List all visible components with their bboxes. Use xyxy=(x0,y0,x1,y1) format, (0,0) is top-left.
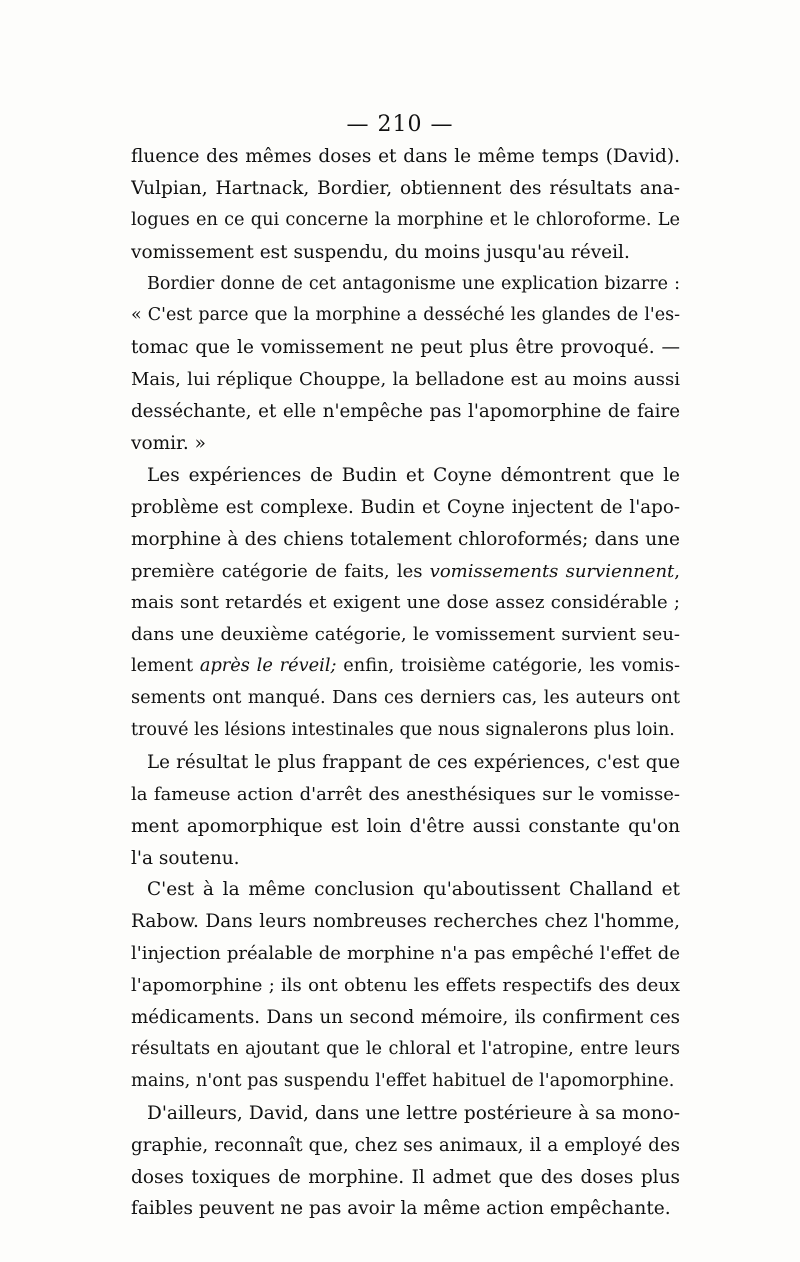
text-segment: lement xyxy=(131,656,200,677)
text-segment: tomac que le vomissement ne peut plus être provoqué. — xyxy=(131,337,680,359)
text-segment: mais sont retardés et exigent une dose assez considérable ; xyxy=(131,592,680,614)
text-line xyxy=(131,460,680,492)
text-line xyxy=(131,938,680,970)
text-line xyxy=(131,843,680,875)
text-segment: médicaments. Dans un second mémoire, ils confirment ces xyxy=(131,1007,680,1029)
text-segment: ment apomorphique est loin d'être aussi constante qu'on xyxy=(131,815,680,837)
text-segment: vomir. » xyxy=(131,433,206,455)
text-segment: fluence des mêmes doses et dans le même temps (David). xyxy=(131,146,680,167)
text-line xyxy=(131,651,680,683)
text-line xyxy=(131,300,680,332)
text-line xyxy=(131,906,680,938)
text-segment: C'est à la même conclusion qu'aboutissent Challand et xyxy=(147,879,680,901)
text-segment: enfin, troisième catégorie, les vomis- xyxy=(336,656,680,677)
text-segment: mains, n'ont pas suspendu l'effet habituel de l'apomorphine. xyxy=(131,1070,675,1091)
text-line xyxy=(131,205,680,237)
text-segment: trouvé les lésions intestinales que nous signalerons plus loin. xyxy=(131,720,675,741)
text-segment: vomissement est suspendu, du moins jusqu'au réveil. xyxy=(131,241,630,263)
italic-text: après le réveil; xyxy=(199,656,337,677)
text-segment: résultats en ajoutant que le chloral et l'atropine, entre leurs xyxy=(131,1038,680,1059)
italic-text: vomissements surviennent xyxy=(429,560,675,582)
text-segment: Les expériences de Budin et Coyne démontrent que le xyxy=(147,464,680,486)
text-line xyxy=(131,556,680,588)
text-line xyxy=(131,747,680,779)
text-line xyxy=(131,779,680,811)
body-text xyxy=(131,141,680,1225)
text-segment: Rabow. Dans leurs nombreuses recherches chez l'homme, xyxy=(131,911,680,933)
text-segment: , xyxy=(674,560,680,582)
text-segment: Vulpian, Hartnack, Bordier, obtiennent des résultats ana- xyxy=(131,177,680,199)
text-segment: sements ont manqué. Dans ces derniers cas, les auteurs ont xyxy=(131,688,680,709)
text-line xyxy=(131,492,680,524)
text-segment: l'injection préalable de morphine n'a pas empêché l'effet de xyxy=(131,943,680,965)
text-line xyxy=(131,715,680,747)
text-segment: D'ailleurs, David, dans une lettre postérieure à sa mono- xyxy=(147,1102,680,1124)
text-line xyxy=(131,587,680,619)
text-line xyxy=(131,269,680,301)
text-line xyxy=(131,1066,680,1098)
text-segment: Le résultat le plus frappant de ces expériences, c'est que xyxy=(147,751,680,773)
text-line xyxy=(131,428,680,460)
text-line xyxy=(131,332,680,364)
text-segment: logues en ce qui concerne la morphine et le chloroforme. Le xyxy=(131,209,680,230)
text-line xyxy=(131,683,680,715)
text-line xyxy=(131,396,680,428)
text-segment: desséchante, et elle n'empêche pas l'apomorphine de faire xyxy=(131,401,680,423)
text-line xyxy=(131,1002,680,1034)
text-line xyxy=(131,1130,680,1162)
text-line xyxy=(131,364,680,396)
text-segment: première catégorie de faits, les xyxy=(131,560,430,582)
text-line xyxy=(131,874,680,906)
text-segment: faibles peuvent ne pas avoir la même action empêchante. xyxy=(131,1198,671,1220)
text-segment: Bordier donne de cet antagonisme une explication bizarre : xyxy=(147,273,680,294)
text-line xyxy=(131,141,680,173)
text-segment: doses toxiques de morphine. Il admet que des doses plus xyxy=(131,1166,680,1188)
text-segment: Mais, lui réplique Chouppe, la belladone est au moins aussi xyxy=(131,369,680,391)
text-segment: morphine à des chiens totalement chloroformés; dans une xyxy=(131,528,680,550)
text-line xyxy=(131,237,680,269)
text-line xyxy=(131,1034,680,1066)
text-line xyxy=(131,1193,680,1225)
text-segment: problème est complexe. Budin et Coyne injectent de l'apo- xyxy=(131,496,680,518)
text-line xyxy=(131,970,680,1002)
text-segment: l'a soutenu. xyxy=(131,847,240,869)
text-line xyxy=(131,1098,680,1130)
text-segment: « C'est parce que la morphine a desséché les glandes de l'es- xyxy=(131,305,680,326)
text-segment: dans une deuxième catégorie, le vomissement survient seu- xyxy=(131,624,680,646)
text-segment: graphie, reconnaît que, chez ses animaux, il a employé des xyxy=(131,1134,680,1156)
text-line xyxy=(131,524,680,556)
text-line xyxy=(131,811,680,843)
page-number: — 210 — xyxy=(346,112,454,137)
text-line xyxy=(131,173,680,205)
text-segment: la fameuse action d'arrêt des anesthésiques sur le vomisse- xyxy=(131,783,680,805)
text-line xyxy=(131,619,680,651)
text-line xyxy=(131,1162,680,1194)
text-segment: l'apomorphine ; ils ont obtenu les effets respectifs des deux xyxy=(131,975,680,997)
